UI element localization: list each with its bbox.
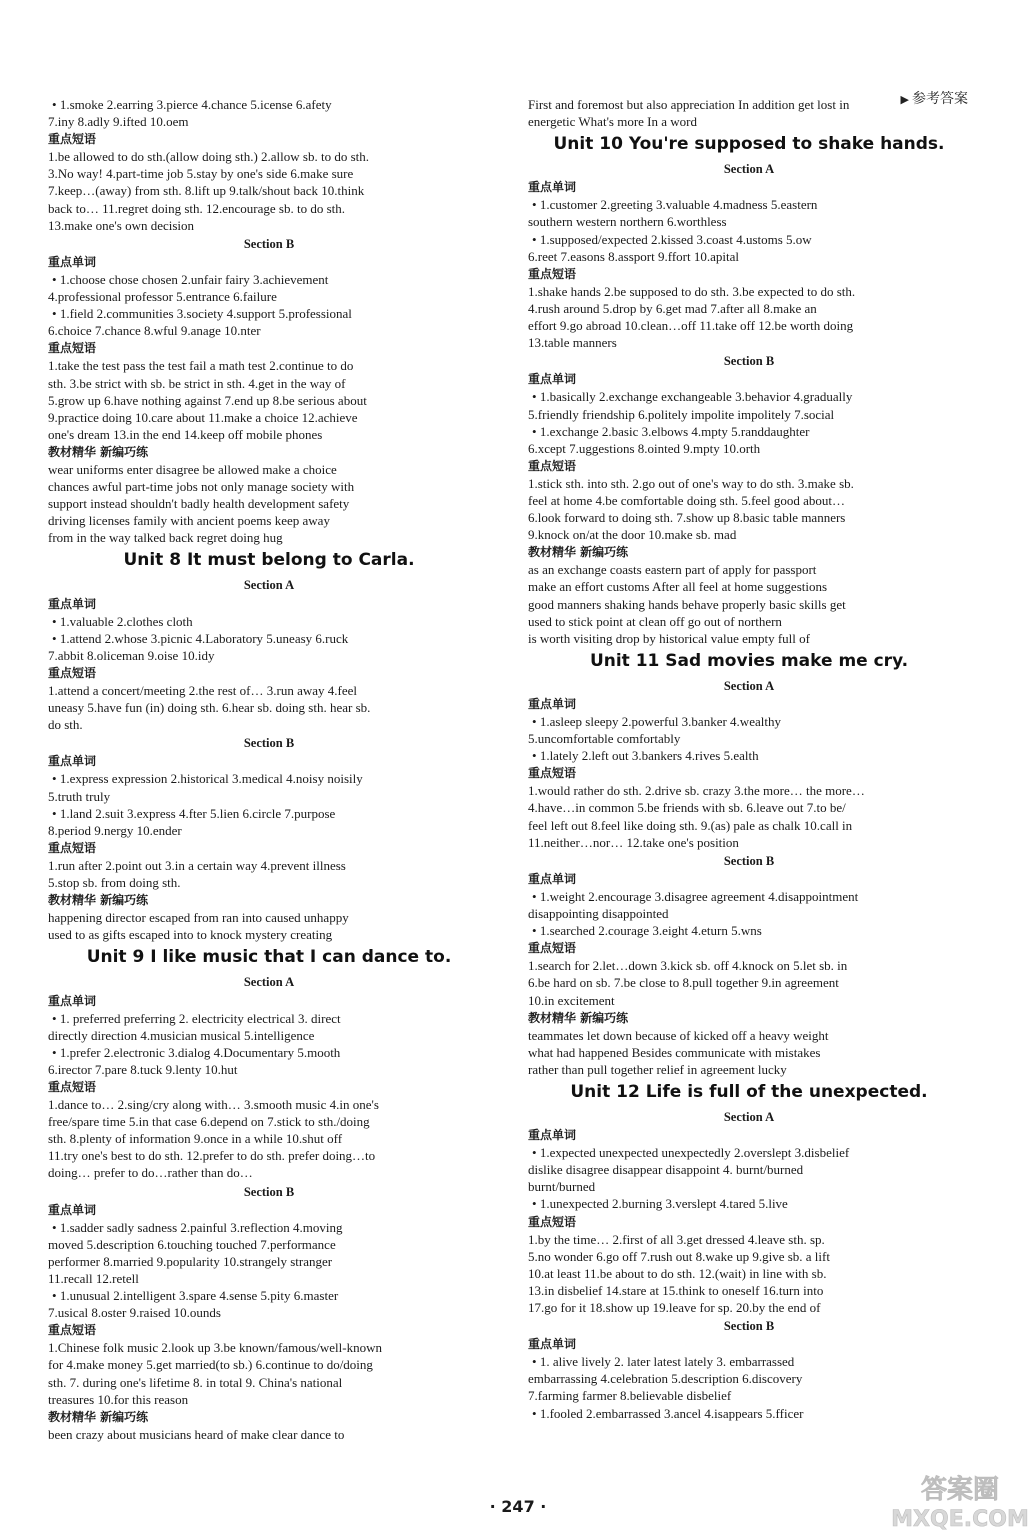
bullet-line: • 1.lately 2.left out 3.bankers 4.rives 5.ealth bbox=[528, 747, 970, 764]
category-label: 重点单词 bbox=[528, 871, 577, 886]
answer-line: 1.take the test pass the test fail a math test 2.continue to do bbox=[48, 358, 354, 374]
answer-line: 3.No way! 4.part-time job 5.stay by one's side 6.make sure bbox=[48, 166, 354, 182]
answer-line: First and foremost but also appreciation In addition get lost in bbox=[528, 97, 850, 112]
answer-line: wear uniforms enter disagree be allowed make a choice bbox=[48, 461, 337, 477]
answer-line: support instead shouldn't badly health development safety bbox=[48, 496, 350, 512]
answer-line: burnt/burned bbox=[528, 1179, 596, 1195]
bullet-line: • 1.searched 2.courage 3.eight 4.eturn 5.wns bbox=[528, 922, 970, 939]
answer-line: 1.run after 2.point out 3.in a certain way 4.prevent illness bbox=[48, 857, 346, 873]
category-label: 重点短语 bbox=[48, 341, 97, 356]
answer-line: 8.period 9.nergy 10.ender bbox=[48, 822, 182, 838]
bullet-line: • 1.unexpected 2.burning 3.verslept 4.tared 5.live bbox=[528, 1195, 970, 1212]
section-title: Section A bbox=[723, 162, 775, 177]
unit-title: Unit 12 Life is full of the unexpected. bbox=[570, 1081, 928, 1102]
answer-line: sth. 8.plenty of information 9.once in a while 10.shut off bbox=[48, 1131, 343, 1147]
right-column bbox=[528, 96, 970, 1456]
bullet-line: • 1.asleep sleepy 2.powerful 3.banker 4.wealthy bbox=[528, 713, 970, 730]
bullet-line: • 1.fooled 2.embarrassed 3.ancel 4.isappears 5.fficer bbox=[528, 1405, 970, 1422]
bullet-line: • 1.weight 2.encourage 3.disagree agreement 4.disappointment bbox=[528, 888, 970, 905]
category-label: 重点单词 bbox=[528, 1128, 577, 1143]
answer-line: 1.stick sth. into sth. 2.go out of one's way to do sth. 3.make sb. bbox=[528, 475, 854, 491]
bullet-line: • 1. alive lively 2. later latest lately 3. embarrassed bbox=[528, 1353, 970, 1370]
answer-line: 13.table manners bbox=[528, 335, 617, 351]
answer-line: energetic What's more In a word bbox=[528, 114, 697, 130]
answer-line: is worth visiting drop by historical value empty full of bbox=[528, 630, 810, 646]
category-label: 教材精华 新编巧练 bbox=[48, 444, 149, 459]
section-title: Section B bbox=[243, 1184, 295, 1199]
category-label: 重点短语 bbox=[528, 1214, 577, 1229]
answer-line: feel left out 8.feel like doing sth. 9.(as) pale as chalk 10.call in bbox=[528, 817, 853, 833]
answer-line: effort 9.go abroad 10.clean…off 11.take off 12.be worth doing bbox=[528, 318, 854, 334]
answer-line: treasures 10.for this reason bbox=[48, 1391, 189, 1407]
answer-line: 5.uncomfortable comfortably bbox=[528, 731, 681, 747]
answer-line: embarrassing 4.celebration 5.description 6.discovery bbox=[528, 1371, 803, 1387]
bullet-line: • 1.field 2.communities 3.society 4.support 5.professional bbox=[48, 305, 490, 322]
answer-line: 6.be hard on sb. 7.be close to 8.pull together 9.in agreement bbox=[528, 975, 839, 991]
triangle-icon: ▶ bbox=[900, 93, 909, 106]
answer-line: directly direction 4.musician musical 5.intelligence bbox=[48, 1027, 315, 1043]
bullet-line: • 1.valuable 2.clothes cloth bbox=[48, 613, 490, 630]
bullet-line: • 1.supposed/expected 2.kissed 3.coast 4.ustoms 5.ow bbox=[528, 231, 970, 248]
answer-line: used to as gifts escaped into to knock mystery creating bbox=[48, 927, 333, 943]
category-label: 重点短语 bbox=[48, 1079, 97, 1094]
answer-line: do sth. bbox=[48, 717, 83, 733]
category-label: 教材精华 新编巧练 bbox=[528, 545, 629, 560]
answer-line: dislike disagree disappear disappoint 4. burnt/burned bbox=[528, 1162, 804, 1178]
answer-line: 5.grow up 6.have nothing against 7.end up 8.be serious about bbox=[48, 392, 367, 408]
answer-line: disappointing disappointed bbox=[528, 906, 669, 922]
category-label: 重点单词 bbox=[528, 180, 577, 195]
category-label: 重点短语 bbox=[48, 1323, 97, 1338]
bullet-line: • 1.express expression 2.historical 3.medical 4.noisy noisily bbox=[48, 770, 490, 787]
answer-line: southern western northern 6.worthless bbox=[528, 214, 727, 230]
answer-line: from in the way talked back regret doing hug bbox=[48, 530, 283, 546]
answer-line: 9.practice doing 10.care about 11.make a choice 12.achieve bbox=[48, 409, 358, 425]
answer-line: 13.in disbelief 14.stare at 15.think to oneself 16.turn into bbox=[528, 1282, 824, 1298]
answer-line: sth. 3.be strict with sb. be strict in sth. 4.get in the way of bbox=[48, 375, 346, 391]
bullet-line: • 1.unusual 2.intelligent 3.spare 4.sense 5.pity 6.master bbox=[48, 1287, 490, 1304]
answer-line: driving licenses family with ancient poems keep away bbox=[48, 513, 330, 529]
answer-line: one's dream 13.in the end 14.keep off mobile phones bbox=[48, 426, 323, 442]
answer-line: what had happened Besides communicate with mistakes bbox=[528, 1044, 821, 1060]
section-title: Section B bbox=[243, 236, 295, 251]
category-label: 重点短语 bbox=[528, 458, 577, 473]
answer-line: 11.neither…nor… 12.take one's position bbox=[528, 834, 739, 850]
answer-line: free/spare time 5.in that case 6.depend on 7.stick to sth./doing bbox=[48, 1114, 370, 1130]
answer-line: 4.have…in common 5.be friends with sb. 6.leave out 7.to be/ bbox=[528, 800, 846, 816]
category-label: 重点单词 bbox=[48, 1202, 97, 1217]
answer-line: back to… 11.regret doing sth. 12.encourage sb. to do sth. bbox=[48, 200, 346, 216]
category-label: 教材精华 新编巧练 bbox=[48, 1409, 149, 1424]
header-label: 参考答案 bbox=[912, 91, 968, 107]
answer-line: 10.in excitement bbox=[528, 992, 615, 1008]
answer-line: 11.try one's best to do sth. 12.prefer to do sth. prefer doing…to bbox=[48, 1148, 376, 1164]
answer-line: 6.xcept 7.uggestions 8.ointed 9.mpty 10.orth bbox=[528, 440, 761, 456]
answer-line: 6.reet 7.easons 8.assport 9.ffort 10.apital bbox=[528, 248, 739, 264]
answer-line: 1.by the time… 2.first of all 3.get dressed 4.leave sth. sp. bbox=[528, 1231, 825, 1247]
answer-line: 9.knock on/at the door 10.make sb. mad bbox=[528, 527, 737, 543]
unit-title: Unit 10 You're supposed to shake hands. bbox=[553, 134, 945, 155]
answer-line: 5.no wonder 6.go off 7.rush out 8.wake up 9.give sb. a lift bbox=[528, 1248, 830, 1264]
category-label: 教材精华 新编巧练 bbox=[528, 1010, 629, 1025]
bullet-line: • 1.land 2.suit 3.express 4.fter 5.lien 6.circle 7.purpose bbox=[48, 805, 490, 822]
category-label: 重点短语 bbox=[48, 665, 97, 680]
category-label: 重点短语 bbox=[528, 941, 577, 956]
answer-line: 6.irector 7.pare 8.tuck 9.lenty 10.hut bbox=[48, 1061, 238, 1077]
answer-line: happening director escaped from ran into caused unhappy bbox=[48, 910, 349, 926]
bullet-line: • 1.exchange 2.basic 3.elbows 4.mpty 5.randdaughter bbox=[528, 423, 970, 440]
answer-line: good manners shaking hands behave properly basic skills get bbox=[528, 596, 846, 612]
category-label: 重点短语 bbox=[48, 840, 97, 855]
answer-line: 7.abbit 8.oliceman 9.oise 10.idy bbox=[48, 647, 215, 663]
answer-line: 1.Chinese folk music 2.look up 3.be known/famous/well-known bbox=[48, 1340, 382, 1356]
category-label: 重点单词 bbox=[528, 1337, 577, 1352]
page-number-value: 247 bbox=[501, 1497, 535, 1516]
watermark-logo bbox=[890, 1468, 1030, 1532]
bullet-line: • 1.customer 2.greeting 3.valuable 4.madness 5.eastern bbox=[528, 196, 970, 213]
answer-line: 1.attend a concert/meeting 2.the rest of… 3.run away 4.feel bbox=[48, 683, 357, 698]
category-label: 教材精华 新编巧练 bbox=[48, 893, 149, 908]
answer-line: 4.professional professor 5.entrance 6.failure bbox=[48, 289, 277, 305]
bullet-line: • 1.choose chose chosen 2.unfair fairy 3.achievement bbox=[48, 271, 490, 288]
bullet-line: • 1.expected unexpected unexpectedly 2.overslept 3.disbelief bbox=[528, 1144, 970, 1161]
answer-line: 1.would rather do sth. 2.drive sb. crazy 3.the more… the more… bbox=[528, 783, 865, 799]
answer-line: 5.truth truly bbox=[48, 788, 111, 804]
answer-line: feel at home 4.be comfortable doing sth. 5.feel good about… bbox=[528, 492, 845, 508]
answer-line: make an effort customs After all feel at home suggestions bbox=[528, 579, 828, 595]
answer-line: 4.rush around 5.drop by 6.get mad 7.after all 8.make an bbox=[528, 300, 817, 316]
category-label: 重点短语 bbox=[48, 132, 97, 147]
category-label: 重点单词 bbox=[48, 254, 97, 269]
answer-line: 1.be allowed to do sth.(allow doing sth.) 2.allow sb. to do sth. bbox=[48, 149, 370, 165]
answer-line: 5.friendly friendship 6.politely impolite impolitely 7.social bbox=[528, 406, 835, 422]
svg-text:MXQE.COM: MXQE.COM bbox=[891, 1507, 1029, 1532]
answer-line: moved 5.description 6.touching touched 7.performance bbox=[48, 1236, 336, 1252]
answer-line: 1.shake hands 2.be supposed to do sth. 3.be expected to do sth. bbox=[528, 283, 856, 299]
category-label: 重点单词 bbox=[48, 754, 97, 769]
answer-line: 5.stop sb. from doing sth. bbox=[48, 875, 181, 891]
section-title: Section B bbox=[723, 354, 775, 369]
answer-line: teammates let down because of kicked off a heavy weight bbox=[528, 1027, 829, 1043]
section-title: Section A bbox=[243, 578, 295, 593]
unit-title: Unit 11 Sad movies make me cry. bbox=[589, 650, 909, 671]
answer-line: as an exchange coasts eastern part of apply for passport bbox=[528, 562, 817, 578]
answer-line: 7.iny 8.adly 9.ifted 10.oem bbox=[48, 114, 189, 130]
answer-line: uneasy 5.have fun (in) doing sth. 6.hear sb. doing sth. hear sb. bbox=[48, 700, 371, 716]
answer-line: for 4.make money 5.get married(to sb.) 6.continue to do/doing bbox=[48, 1357, 373, 1373]
category-label: 重点短语 bbox=[528, 266, 577, 281]
unit-title: Unit 8 It must belong to Carla. bbox=[123, 550, 415, 571]
answer-line: 11.recall 12.retell bbox=[48, 1271, 139, 1286]
section-title: Section A bbox=[723, 678, 775, 693]
category-label: 重点短语 bbox=[528, 766, 577, 781]
answer-line: 13.make one's own decision bbox=[48, 217, 195, 233]
answer-line: 6.choice 7.chance 8.wful 9.anage 10.nter bbox=[48, 323, 261, 339]
answer-line: sth. 7. during one's lifetime 8. in total 9. China's national bbox=[48, 1374, 343, 1390]
bullet-line: • 1.sadder sadly sadness 2.painful 3.reflection 4.moving bbox=[48, 1219, 490, 1236]
answer-line: rather than pull together relief in agreement lucky bbox=[528, 1061, 787, 1077]
answer-line: used to stick point at clean off go out of northern bbox=[528, 613, 782, 629]
answer-line: 17.go for it 18.show up 19.leave for sp. 20.by the end of bbox=[528, 1300, 821, 1315]
answer-line: 1.dance to… 2.sing/cry along with… 3.smooth music 4.in one's bbox=[48, 1097, 379, 1113]
section-title: Section B bbox=[723, 1319, 775, 1334]
answer-line: 7.usical 8.oster 9.raised 10.ounds bbox=[48, 1305, 221, 1321]
answer-line: 7.keep…(away) from sth. 8.lift up 9.talk/shout back 10.think bbox=[48, 183, 365, 199]
unit-title: Unit 9 I like music that I can dance to. bbox=[86, 947, 452, 968]
answer-line: 6.look forward to doing sth. 7.show up 8.basic table manners bbox=[528, 510, 846, 526]
answer-line: 7.farming farmer 8.believable disbelief bbox=[528, 1388, 732, 1404]
answer-line: 1.search for 2.let…down 3.kick sb. off 4.knock on 5.let sb. in bbox=[528, 958, 848, 974]
bullet-line: • 1.prefer 2.electronic 3.dialog 4.Documentary 5.mooth bbox=[48, 1044, 490, 1061]
page-number: · 247 · bbox=[489, 1497, 547, 1516]
section-title: Section B bbox=[723, 853, 775, 868]
left-column bbox=[48, 96, 490, 1456]
answer-line: chances awful part-time jobs not only manage society with bbox=[48, 479, 355, 495]
answer-line: doing… prefer to do…rather than do… bbox=[48, 1165, 253, 1181]
bullet-line: • 1.smoke 2.earring 3.pierce 4.chance 5.icense 6.afety bbox=[48, 96, 490, 113]
svg-text:答案圈: 答案圈 bbox=[920, 1475, 1000, 1505]
section-title: Section A bbox=[243, 975, 295, 990]
answer-line: been crazy about musicians heard of make clear dance to bbox=[48, 1426, 345, 1442]
bullet-line: • 1. preferred preferring 2. electricity electrical 3. direct bbox=[48, 1010, 490, 1027]
category-label: 重点单词 bbox=[48, 596, 97, 611]
section-title: Section A bbox=[723, 1109, 775, 1124]
bullet-line: • 1.basically 2.exchange exchangeable 3.behavior 4.gradually bbox=[528, 388, 970, 405]
section-title: Section B bbox=[243, 736, 295, 751]
category-label: 重点单词 bbox=[528, 696, 577, 711]
answer-line: performer 8.married 9.popularity 10.strangely stranger bbox=[48, 1253, 333, 1269]
answer-line: 10.at least 11.be about to do sth. 12.(wait) in line with sb. bbox=[528, 1265, 827, 1281]
category-label: 重点单词 bbox=[528, 372, 577, 387]
category-label: 重点单词 bbox=[48, 993, 97, 1008]
bullet-line: • 1.attend 2.whose 3.picnic 4.Laboratory 5.uneasy 6.ruck bbox=[48, 630, 490, 647]
